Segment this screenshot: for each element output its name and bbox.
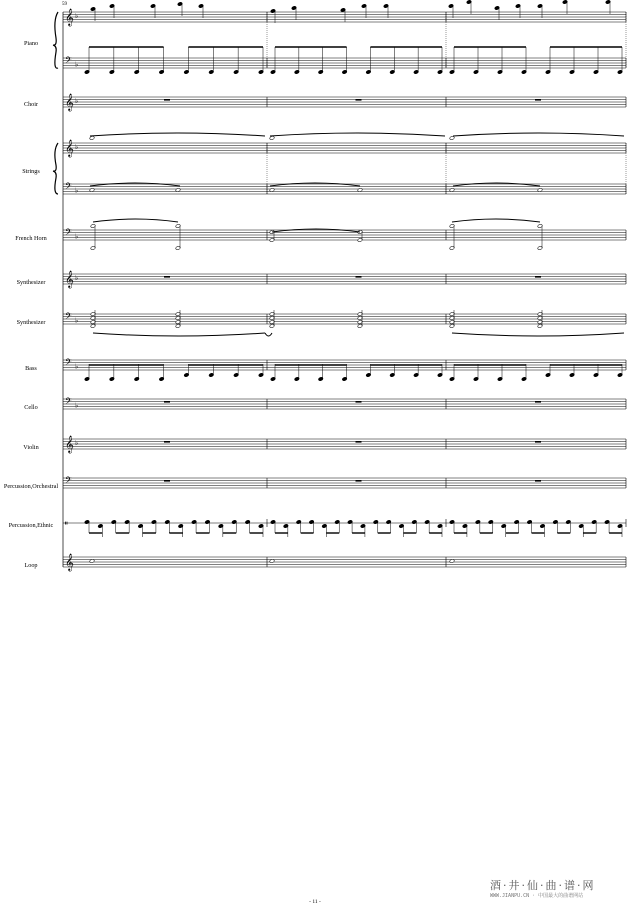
whole-rest [535, 480, 541, 482]
treble-clef: 𝄞 [65, 8, 74, 26]
whole-rest [164, 401, 170, 403]
whole-rest [356, 441, 362, 443]
slur [90, 133, 265, 136]
instrument-label-choir: Choir [23, 101, 39, 108]
bass-clef: 𝄢 [65, 227, 72, 240]
instrument-label-french-horn: French Horn [15, 235, 47, 242]
instrument-label-bass: Bass [25, 365, 37, 372]
flat-sign: ♭ [75, 362, 79, 371]
whole-rest [356, 276, 362, 278]
measure-number: 59 [62, 2, 67, 7]
percussion-clef: 𝄥 [65, 519, 68, 528]
flat-sign: ♭ [75, 12, 79, 20]
bass-clef: 𝄢 [65, 475, 72, 488]
instrument-label-loop: Loop [24, 562, 38, 569]
bass-clef: 𝄢 [65, 181, 72, 194]
instrument-label-strings: Strings [22, 168, 40, 175]
whole-rest [164, 441, 170, 443]
flat-sign: ♭ [75, 60, 79, 69]
whole-rest [535, 401, 541, 403]
whole-rest [356, 480, 362, 482]
whole-rest [535, 441, 541, 443]
slur [452, 219, 540, 222]
whole-rest [535, 99, 541, 101]
watermark-title: 酒·井·仙·曲·谱·网 [490, 879, 596, 892]
slur [270, 133, 445, 136]
whole-rest [164, 99, 170, 101]
slur [453, 133, 624, 136]
instrument-label-synth-2: Synthesizer [16, 319, 46, 326]
whole-rest [164, 480, 170, 482]
slur [272, 229, 360, 232]
whole-rest [356, 99, 362, 101]
instrument-label-synth-1: Synthesizer [16, 279, 46, 286]
instrument-label-violin: Violin [23, 444, 39, 451]
whole-rest [356, 401, 362, 403]
strings-note [449, 136, 454, 141]
treble-clef: 𝄞 [65, 553, 74, 571]
treble-clef: 𝄞 [65, 435, 74, 453]
flat-sign: ♭ [75, 439, 79, 447]
slur [93, 333, 265, 336]
whole-rest [535, 276, 541, 278]
treble-clef: 𝄞 [65, 93, 74, 111]
watermark-logo [490, 877, 620, 901]
whole-rest [164, 276, 170, 278]
instrument-label-cello: Cello [24, 404, 38, 411]
bass-clef: 𝄢 [65, 396, 72, 409]
slur [453, 183, 540, 186]
bass-clef: 𝄢 [65, 55, 72, 68]
flat-sign: ♭ [75, 97, 79, 105]
treble-clef: 𝄞 [65, 139, 74, 157]
page-number: - 11 - [309, 899, 321, 905]
flat-sign: ♭ [75, 316, 79, 325]
slur [452, 333, 624, 336]
flat-sign: ♭ [75, 186, 79, 195]
flat-sign: ♭ [75, 143, 79, 151]
flat-sign: ♭ [75, 274, 79, 282]
treble-clef: 𝄞 [65, 270, 74, 288]
watermark-url: WWW.JIANPU.CN · 中国最大的曲谱网站 [490, 893, 584, 899]
slur [93, 219, 178, 222]
bass-clef: 𝄢 [65, 311, 72, 324]
instrument-label-perc-ethnic: Percussion,Ethnic [8, 522, 54, 529]
slur [90, 183, 180, 186]
bass-clef: 𝄢 [65, 357, 72, 370]
slur [270, 183, 360, 186]
instrument-label-piano: Piano [23, 40, 39, 47]
flat-sign: ♭ [75, 401, 79, 410]
slur [265, 333, 272, 336]
flat-sign: ♭ [75, 232, 79, 241]
instrument-label-perc-orch: Percussion,Orchestral [3, 483, 59, 490]
